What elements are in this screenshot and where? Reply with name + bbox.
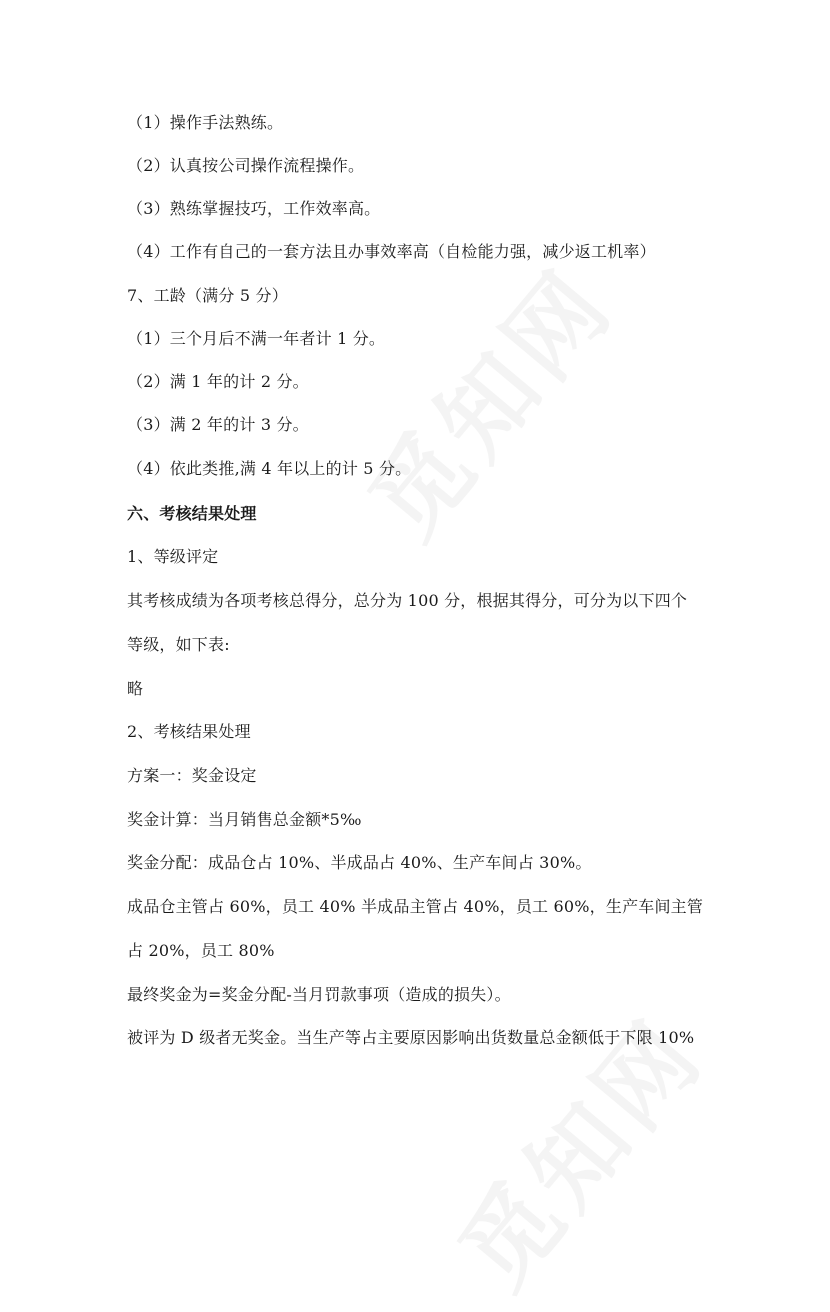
watermark bbox=[333, 235, 638, 562]
list-item: （3）满 2 年的计 3 分。 bbox=[127, 415, 309, 434]
paragraph-line: 最终奖金为=奖金分配-当月罚款事项（造成的损失）。 bbox=[127, 985, 511, 1004]
paragraph-line: 等级，如下表: bbox=[127, 635, 230, 654]
section-heading: 2、考核结果处理 bbox=[127, 722, 251, 741]
list-item: （2）认真按公司操作流程操作。 bbox=[127, 156, 365, 175]
section-heading: 1、等级评定 bbox=[127, 547, 219, 566]
list-item: （4）依此类推,满 4 年以上的计 5 分。 bbox=[127, 459, 412, 478]
paragraph-line: 奖金分配：成品仓占 10%、半成品占 40%、生产车间占 30%。 bbox=[127, 853, 592, 872]
paragraph-line: 方案一：奖金设定 bbox=[127, 766, 257, 785]
list-item: （3）熟练掌握技巧，工作效率高。 bbox=[127, 199, 381, 218]
paragraph-line: 略 bbox=[127, 679, 144, 698]
section-heading: 7、工龄（满分 5 分） bbox=[127, 286, 288, 305]
paragraph-line: 占 20%，员工 80% bbox=[127, 941, 275, 960]
list-item: （1）三个月后不满一年者计 1 分。 bbox=[127, 329, 386, 348]
paragraph-line: 成品仓主管占 60%，员工 40% 半成品主管占 40%，员工 60%，生产车间主管 bbox=[127, 897, 704, 916]
list-item: （4）工作有自己的一套方法且办事效率高（自检能力强，减少返工机率） bbox=[127, 242, 656, 261]
chapter-heading: 六、考核结果处理 bbox=[127, 504, 257, 523]
paragraph-line: 奖金计算：当月销售总金额*5‰ bbox=[127, 810, 362, 829]
list-item: （1）操作手法熟练。 bbox=[127, 113, 284, 132]
paragraph-line: 被评为 D 级者无奖金。当生产等占主要原因影响出货数量总金额低于下限 10% bbox=[127, 1028, 695, 1047]
paragraph-line: 其考核成绩为各项考核总得分，总分为 100 分，根据其得分，可分为以下四个 bbox=[127, 591, 688, 610]
list-item: （2）满 1 年的计 2 分。 bbox=[127, 372, 309, 391]
